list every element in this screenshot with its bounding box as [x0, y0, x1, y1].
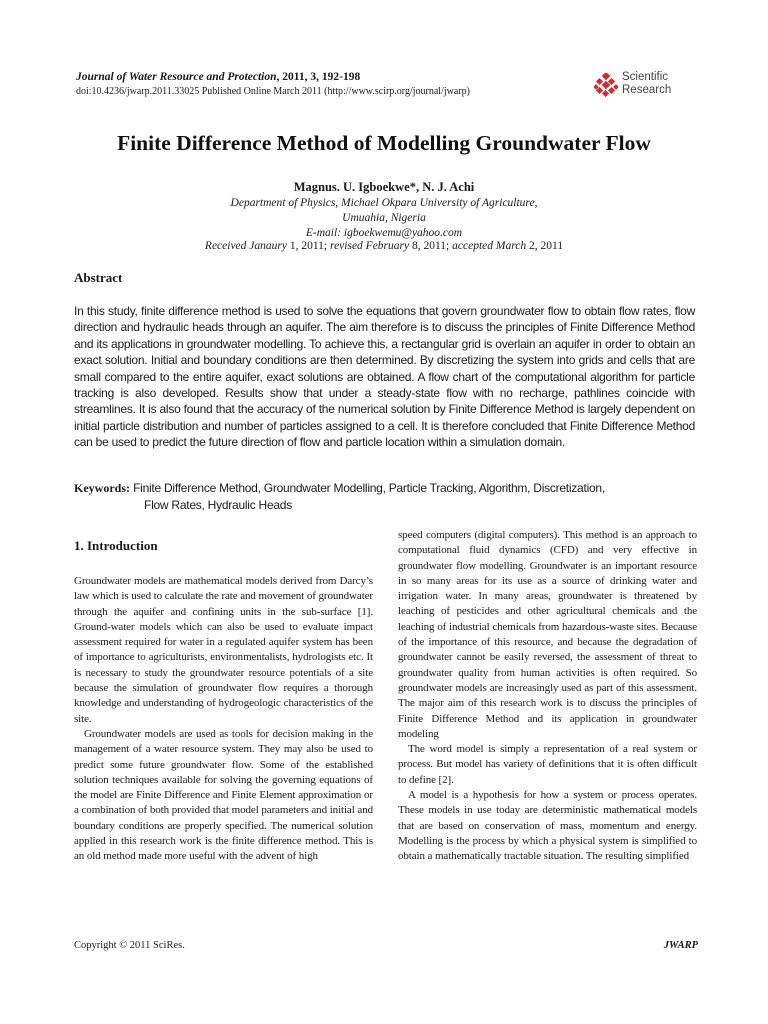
journal-citation [76, 71, 360, 83]
author-affiliation: Department of Physics, Michael Okpara University of Agriculture, Umuahia, Nigeria E-mail: igboekwemu@yahoo.com [0, 196, 768, 241]
abstract-heading: Abstract [74, 270, 123, 285]
received-dates: Received Janaury 1, 2011; revised February 8, 2011; accepted March 2, 2011 [204, 240, 564, 252]
keywords [74, 480, 704, 514]
intro-paragraph-2: Groundwater models are used as tools for decision making in the management of a water resource system. They may also be used to predict some future groundwater flow. Some of the established solution techniques available for solving the governing equations of the model are Finite Difference and Finite Element approximation or a combination of both provided that model parameters and initial and boundary conditions are properly specified. The numerical solution applied in this research work is the finite difference method. This is an old method made more useful with the advent of high [74, 727, 373, 863]
logo-text: Scientific Research [622, 71, 672, 96]
right-column [398, 528, 697, 865]
intro-paragraph-5: A model is a hypothesis for how a system or process operates. These models in use today are deterministic mathematical models that are based on conservation of mass, momentum and energy. Modelling is the process by which a physical system is simplified to obtain a mathematically tractable situation. The resulting simplified [398, 789, 697, 863]
author-email: E-mail: igboekwemu@yahoo.com [305, 227, 463, 239]
section-heading-introduction: 1. Introduction [74, 538, 158, 553]
paper-authors: Magnus. U. Igboekwe*, N. J. Achi [293, 180, 475, 194]
intro-paragraph-3: speed computers (digital computers). This method is an approach to computational fluid dynamics (CFD) and very effective in groundwater flow modelling. Groundwater is an important resource in so many areas for its use as a source of drinking water and irrigation water. In many areas, groundwater is threatened by leaching of pesticides and other agricultural chemicals and the leaching of industrial chemicals from hazardous-waste sites. Because of the importance of this resource, and because the degradation of groundwater cannot be easily reversed, the assessment of threat to groundwater quality from human activities is often required. So groundwater models are increasingly used as part of this assessment. The major aim of this research work is to discuss the principles of Finite Difference Method and its application in groundwater modeling [398, 529, 697, 740]
intro-paragraph-1: Groundwater models are mathematical models derived from Darcy’s law which is used to calculate the rate and movement of groundwater through the aquifer and confining units in the sub-surface [1]. Ground-water models which can also be used to evaluate impact assessment required for water in a regulated aquifer system has been of importance to agriculturists, environmentalists, hydrologists etc. It is necessary to study the groundwater resource potentials of a site because the simulation of groundwater flow requires a thorough knowledge and understanding of hydrogeologic characteristics of the site. [74, 575, 373, 725]
abstract-text: In this study, finite difference method is used to solve the equations that govern groundwater flow to obtain flow rates, flow direction and hydraulic heads through an aquifer. The aim therefore is to discuss the principles of Finite Difference Method and its applications in groundwater modelling. To achieve this, a rectangular grid is overlain an aquifer in order to obtain an exact solution. Initial and boundary conditions are then determined. By discretizing the system into grids and cells that are small compared to the entire aquifer, exact solutions are obtained. A flow chart of the computational algorithm for particle tracking is also developed. Results show that under a steady-state flow with no recharge, pathlines coincide with streamlines. It is also found that the accuracy of the numerical solution by Finite Difference Method is largely dependent on initial particle distribution and number of particles assigned to a cell. It is therefore concluded that Finite Difference Method can be used to predict the future direction of flow and particle location within a simulation domain. [74, 304, 695, 450]
paper-title: Finite Difference Method of Modelling Groundwater Flow [117, 131, 651, 155]
scientific-research-logo-icon [594, 73, 618, 97]
publisher-logo [594, 70, 704, 100]
footer-copyright: Copyright © 2011 SciRes. [74, 940, 185, 951]
doi-line: doi:10.4236/jwarp.2011.33025 Published Online March 2011 (http://www.scirp.org/journal/jwarp) [76, 86, 470, 97]
keywords-line2: Flow Rates, Hydraulic Heads [144, 498, 292, 512]
keywords-label: Keywords: [74, 481, 130, 495]
intro-paragraph-4: The word model is simply a representation of a real system or process. But model has variety of definitions that it is often difficult to define [2]. [398, 743, 697, 786]
journal-name: Journal of Water Resource and Protection [76, 71, 277, 83]
journal-volume: , 2011, 3, 192-198 [276, 71, 361, 83]
footer-journal-abbrev: JWARP [663, 940, 698, 951]
keywords-line1: Finite Difference Method, Groundwater Modelling, Particle Tracking, Algorithm, Discretization, [130, 481, 605, 495]
left-column [74, 532, 373, 865]
